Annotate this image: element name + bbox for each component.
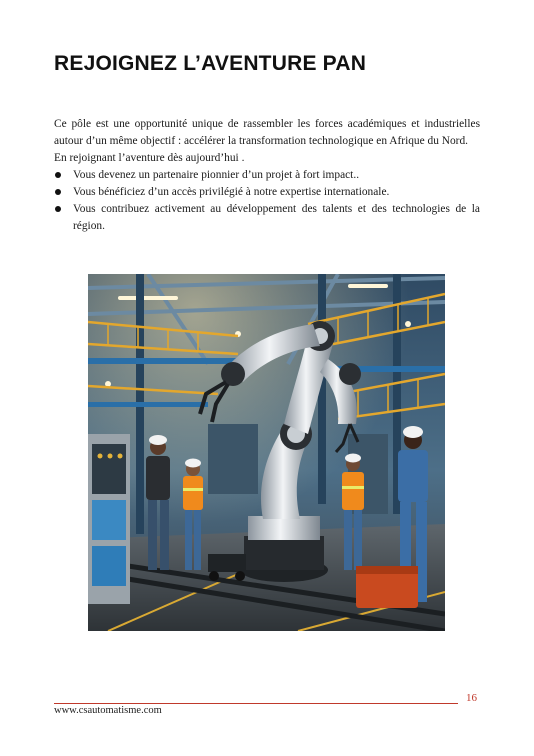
page-number: 16 [466, 692, 477, 704]
bullet-text: Vous contribuez activement au développement des talents et des technologies de la région. [73, 203, 480, 232]
bullet-list [54, 167, 480, 235]
intro-paragraph: Ce pôle est une opportunité unique de rassembler les forces académiques et industrielles autour d’un même objectif : accélérer la transformation technologique en Afrique du Nord. [54, 118, 480, 147]
bullet-icon [55, 206, 61, 212]
list-item [54, 184, 480, 201]
body-text [54, 116, 480, 235]
factory-robot-illustration [88, 274, 445, 631]
lead-sentence: En rejoignant l’aventure dès aujourd’hui . [54, 152, 245, 164]
list-item [54, 167, 480, 184]
footer-divider [54, 703, 458, 704]
bullet-icon [55, 189, 61, 195]
bullet-text: Vous devenez un partenaire pionnier d’un projet à fort impact.. [73, 169, 360, 181]
list-item [54, 201, 480, 235]
bullet-text: Vous bénéficiez d’un accès privilégié à notre expertise internationale. [73, 186, 390, 198]
footer-website-link[interactable]: www.csautomatisme.com [54, 705, 162, 716]
page-title: REJOIGNEZ L’AVENTURE PAN [54, 52, 367, 75]
bullet-icon [55, 172, 61, 178]
